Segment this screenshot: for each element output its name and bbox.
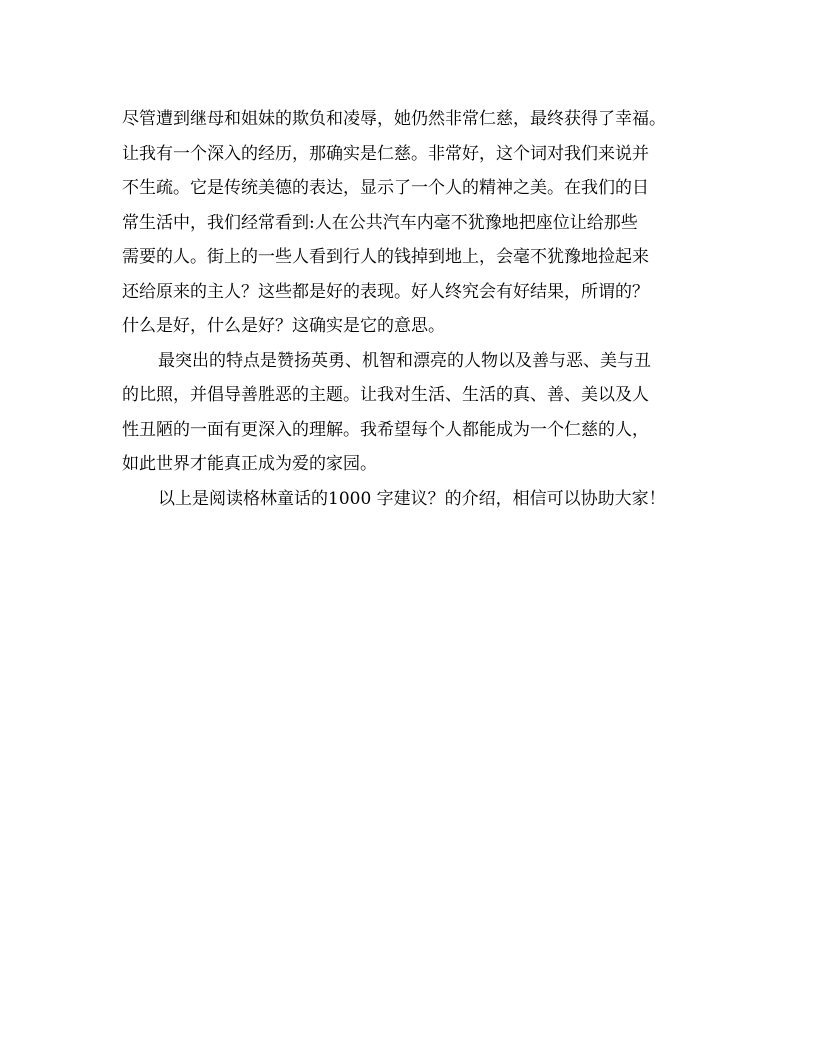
text-line: 让我有一个深入的经历，那确实是仁慈。非常好，这个词对我们来说并 [122,143,649,164]
text-line: 还给原来的主人？这些都是好的表现。好人终究会有好结果，所谓的？ [122,281,649,302]
text-line: 以上是阅读格林童话的1000 字建议？的介绍，相信可以协助大家！ [158,488,666,509]
paragraph-3 [122,482,696,517]
text-line: 的比照，并倡导善胜恶的主题。让我对生活、生活的真、善、美以及人 [122,385,649,405]
text-line: 需要的人。街上的一些人看到行人的钱掉到地上，会毫不犹豫地捡起来 [122,247,649,267]
text-line: 常生活中，我们经常看到:人在公共汽车内毫不犹豫地把座位让给那些 [122,212,638,233]
paragraph-2 [122,344,696,482]
text-line: 性丑陋的一面有更深入的理解。我希望每个人都能成为一个仁慈的人， [122,419,649,440]
text-line: 尽管遭到继母和姐妹的欺负和凌辱，她仍然非常仁慈，最终获得了幸福。 [122,109,666,129]
text-line: 什么是好，什么是好？这确实是它的意思。 [122,316,445,336]
text-line: 最突出的特点是赞扬英勇、机智和漂亮的人物以及善与恶、美与丑 [158,350,651,371]
paragraph-1 [122,102,696,344]
text-line: 不生疏。它是传统美德的表达，显示了一个人的精神之美。在我们的日 [122,178,649,198]
document-body [122,102,696,516]
text-line: 如此世界才能真正成为爱的家园。 [122,454,377,474]
